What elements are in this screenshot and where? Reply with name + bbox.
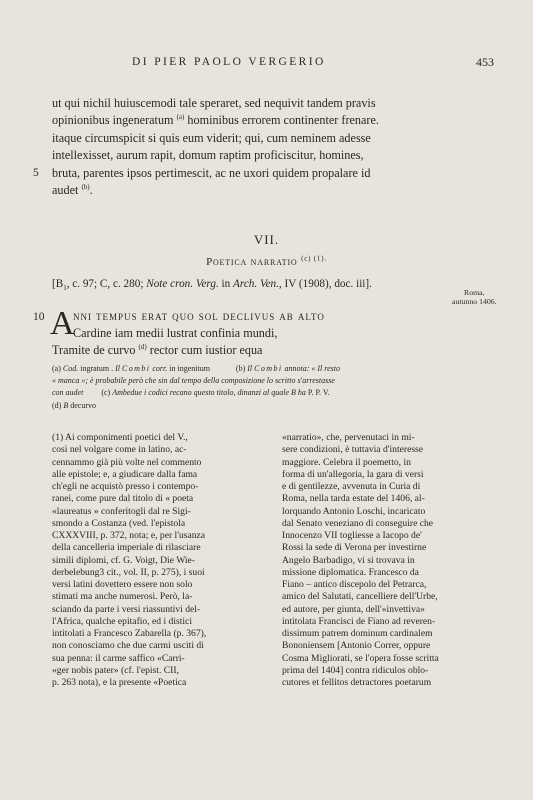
commentary-line: (1) Ai componimenti poetici del V., [52, 432, 188, 443]
commentary-line: CXXXVIII, p. 372, nota; e, per l'usanza [52, 530, 206, 541]
commentary-line: simili diplomi, cf. G. Voigt, Die Wie- [52, 554, 195, 566]
line-number: 5 [33, 166, 39, 179]
commentary-line: «laureatus » conferitogli dal re Sigi- [52, 505, 191, 517]
verse-line: Tramite de curvo $^{(d)}$ rector cum iustior equa [52, 342, 263, 357]
apparatus-line: « manca »; è probabile però che sin dal tempo della composizione lo scritto s'arrestasse [52, 376, 335, 386]
critical-apparatus [52, 363, 340, 412]
commentary-line: della cancelleria imperiale di rilasciare [52, 542, 201, 554]
footnote-mark: (b) [81, 182, 90, 191]
footnote-mark: (a) [176, 113, 185, 122]
commentary-line: ed autore, per giunta, dell'«invettiva» [282, 603, 425, 615]
prose-line: intellexisset, aurum rapit, domum raptim proficiscitur, homines, [52, 148, 364, 163]
commentary-line: l'Africa, qualche epitafio, ed i distici [52, 615, 192, 627]
commentary-line: intitolati a Francesco Zabarella (p. 367), [52, 628, 207, 639]
prose-line: opinionibus ingeneratum $^{(a)}$ hominibus errorem continenter frenare. [52, 113, 379, 128]
commentary-line: cutores et fellitos detractores poetarum [282, 677, 432, 688]
commentary-line: prima del 1404] contra ridiculos oblo- [282, 664, 429, 676]
footnote-mark: (d) [138, 342, 147, 351]
commentary-line: «ger nobis pater» (cf. l'epist. CII, [52, 664, 179, 676]
commentary-line: Innocenzo VII togliesse a Iacopo de' [282, 530, 422, 541]
manuscript-sources: [$B_1$, c. 97; C, c. 280; Note cron. Verg. in Arch. Ven., IV (1908), doc. iii]. [52, 278, 372, 293]
commentary-line: cennammo già più volte nel commento [52, 456, 202, 468]
commentary-line: p. 263 nota), e la presente «Poetica [52, 677, 187, 688]
drop-cap: A [50, 305, 75, 342]
commentary-line: intitolata Francisci de Fiano ad reveren- [282, 615, 436, 627]
commentary-line: non conosciamo che due carmi usciti di [52, 640, 204, 652]
commentary-line: stimati ma anche numerosi. Però, la- [52, 591, 193, 603]
section-title: Poetica narratio $^{(c) (1).}$ [206, 254, 327, 268]
prose-line: audet $^{(b)}$. [52, 182, 93, 198]
running-title: DI PIER PAOLO VERGERIO [132, 56, 326, 68]
commentary-line: Cosma Migliorati, se l'opera fosse scritta [282, 652, 439, 664]
commentary-right-column [282, 432, 439, 689]
margin-note: Roma, autunno 1406. [452, 288, 497, 306]
commentary-line: e di gentilezze, avvenuta in Curia di [282, 481, 421, 492]
commentary-line: Fiano – antico discepolo del Petrarca, [282, 579, 427, 590]
apparatus-line: con audet (c) Ambedue i codici recano questo titolo, dinanzi al quale B ha P. P. V. [52, 388, 330, 398]
verse-line: nni tempus erat quo sol declivus ab alto [73, 309, 325, 323]
commentary-line: derbelebung3 cit., vol. II, p. 275), i suoi [52, 566, 205, 578]
commentary-line: amico del Salutati, cancelliere dell'Urbe, [282, 591, 438, 603]
commentary-line: così nel volgare come in latino, ac- [52, 444, 187, 456]
commentary-line: lorquando Antonio Loschi, incaricato [282, 505, 426, 517]
commentary-line: dissimum patrem dominum cardinalem [282, 628, 433, 639]
commentary-line: «narratio», che, pervenutaci in mi- [282, 432, 415, 443]
prose-continuation [33, 95, 379, 199]
commentary-line: maggiore. Celebra il poemetto, in [282, 456, 411, 468]
section-numeral: VII. [253, 232, 280, 247]
commentary-line: Rossi la sede di Verona per investirne [282, 542, 427, 554]
commentary-line: sere condizioni, è tuttavia d'interesse [282, 444, 424, 456]
commentary-line: sua penna: il carme saffico «Carri- [52, 652, 185, 664]
commentary-left-column [52, 432, 206, 689]
commentary-line: ch'egli ne acquistò presso i contempo- [52, 481, 199, 492]
commentary-line: Angelo Barbadigo, vi si trovava in [282, 554, 415, 566]
commentary-line: alle epistole; e, a giudicare dalla fama [52, 468, 198, 480]
commentary-line: versi latini dovettero essere non solo [52, 579, 193, 590]
commentary-line: Bononiensem [Antonio Correr, oppure [282, 640, 431, 652]
verse-line: Cardine iam medii lustrat confinia mundi, [73, 326, 278, 340]
commentary-line: Roma, nella tarda estate del 1406, al- [282, 493, 425, 505]
apparatus-line: (d) B decurvo [52, 400, 96, 410]
commentary-line: missione diplomatica. Francesco da [282, 566, 419, 578]
commentary-line: sciando da parte i versi riassuntivi del- [52, 603, 201, 615]
page-number: 453 [476, 55, 494, 69]
prose-line: itaque circumspicit si quis eum viderit; qui, cum neminem adesse [52, 130, 371, 145]
footnote-mark: (c) (1). [301, 254, 327, 263]
apparatus-line: (a) Cod. ingratum . Il Combi corr. in ingenitum (b) Il Combi annota: « Il resto [52, 364, 340, 373]
commentary-line: ranei, come pure dal titolo di « poeta [52, 493, 194, 505]
prose-line: 5 bruta, parentes ipsos pertimescit, ac ne uxori quidem propalare id [52, 165, 379, 182]
commentary-line: forma di un'allegoria, la gara di versi [282, 468, 424, 480]
commentary-line: smondo a Costanza (ved. l'epistola [52, 517, 186, 529]
line-number: 10 [33, 311, 45, 323]
prose-line: ut qui nichil huiuscemodi tale speraret, sed nequivit tandem pravis [52, 96, 376, 110]
commentary-line: dal Senato veneziano di conseguire che [282, 517, 434, 529]
